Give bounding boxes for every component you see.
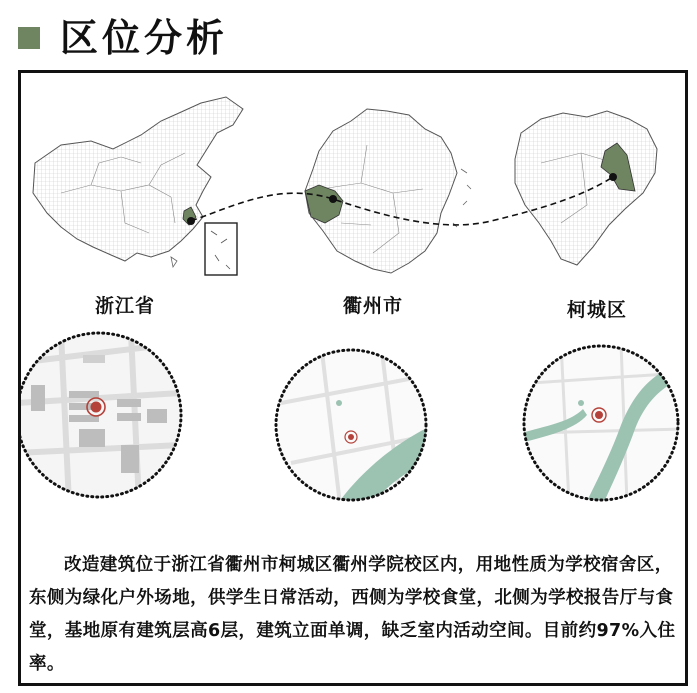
title-square-icon — [18, 27, 40, 49]
kecheng-map — [515, 111, 657, 265]
description-text: 改造建筑位于浙江省衢州市柯城区衢州学院校区内，用地性质为学校宿舍区，东侧为绿化户外场地，供学生日常活动，西侧为学校食堂，北侧为学校报告厅与食堂，基地原有建筑层高6层，建筑立面单调，缺乏室内活动空间。目前约97%入住率。 — [29, 555, 676, 674]
site-circle-district — [521, 343, 681, 517]
marker-city — [329, 195, 337, 203]
content-frame — [18, 70, 688, 686]
label-province: 浙江省 — [95, 295, 156, 317]
zhejiang-map — [305, 109, 471, 273]
page-title: 区位分析 — [60, 16, 229, 60]
section-header — [18, 14, 228, 62]
site-circle-city — [271, 343, 461, 523]
label-district: 柯城区 — [567, 299, 628, 321]
marker-province — [187, 217, 195, 225]
china-map — [33, 97, 243, 275]
marker-district — [609, 173, 617, 181]
label-city: 衢州市 — [343, 295, 404, 317]
site-circle-campus — [21, 333, 181, 503]
